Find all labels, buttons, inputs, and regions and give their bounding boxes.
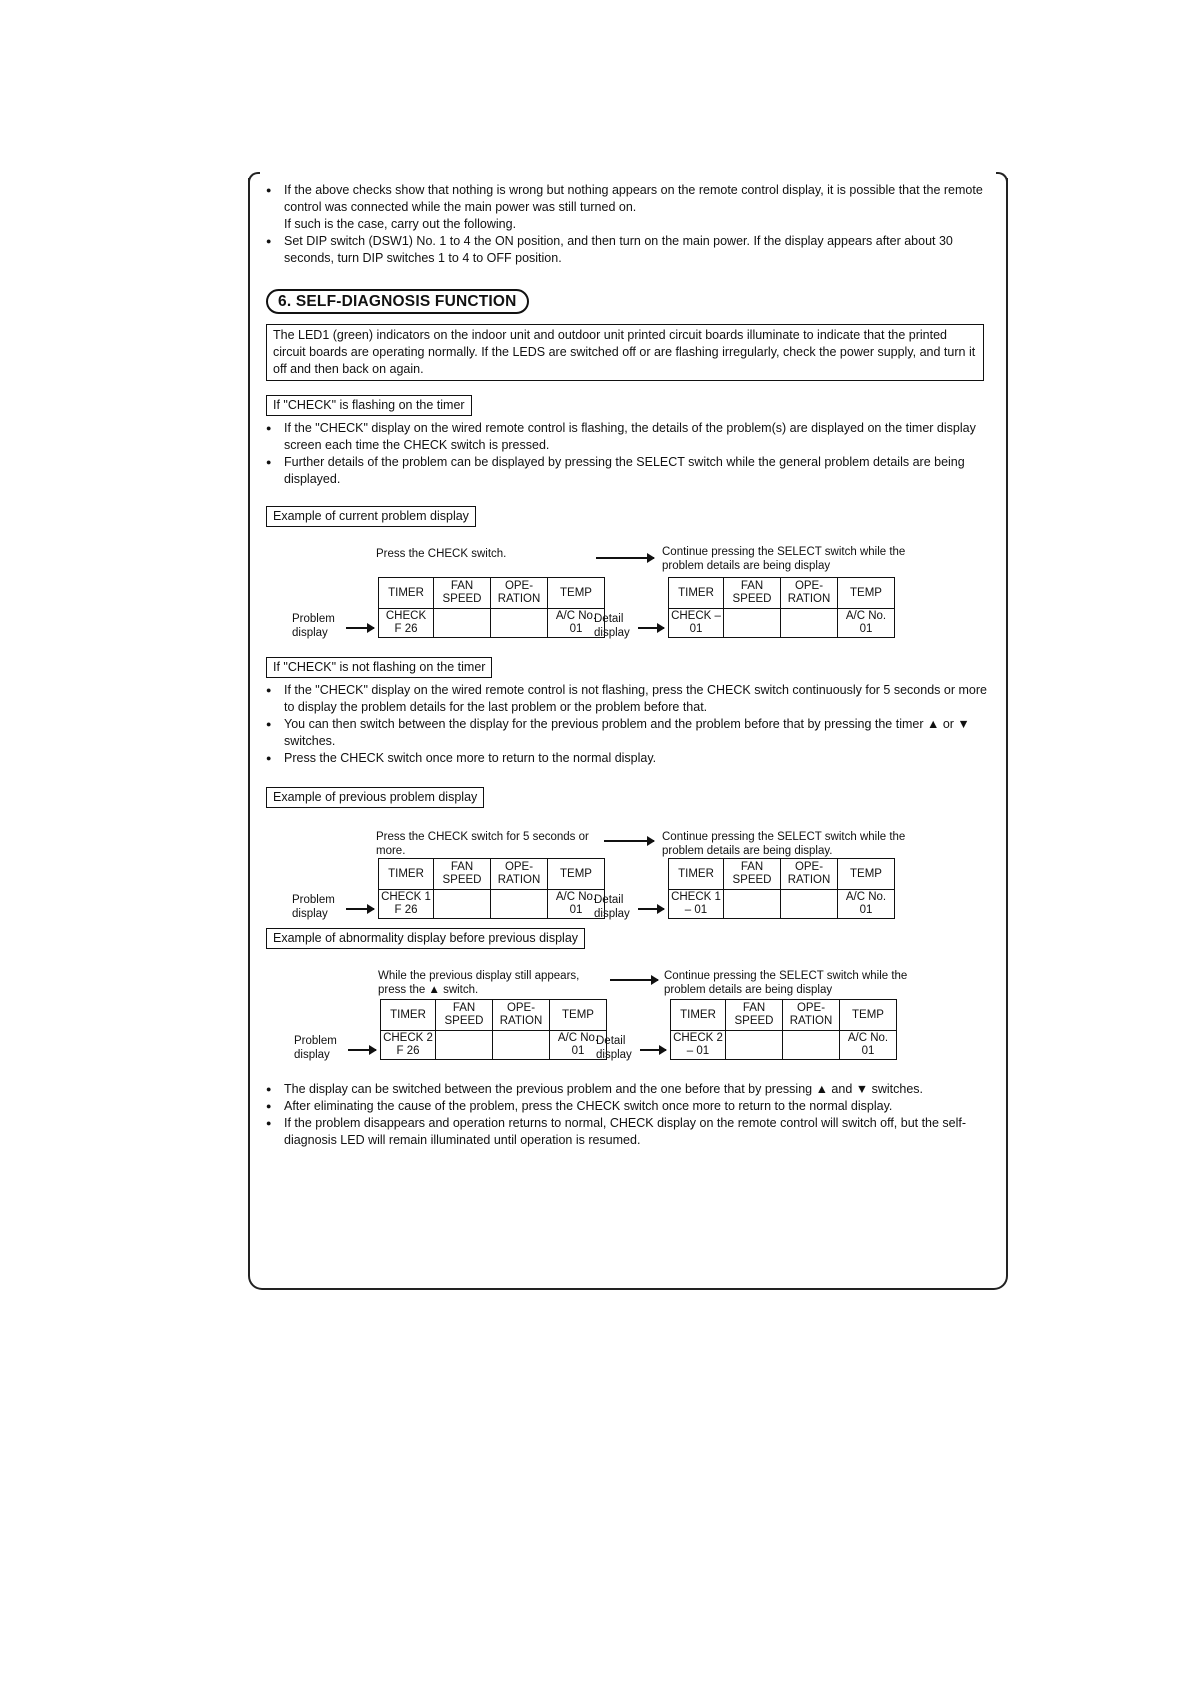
fan-header: FAN SPEED — [724, 859, 781, 890]
arrow-icon — [596, 557, 654, 559]
left-caption: Press the CHECK switch. — [376, 548, 507, 560]
timer-value: CHECK 1 F 26 — [379, 890, 434, 919]
problem-display-table — [380, 999, 607, 1060]
temp-header: TEMP — [550, 1000, 607, 1031]
temp-value: A/C No. 01 — [840, 1031, 897, 1060]
temp-value: A/C No. 01 — [548, 609, 605, 638]
temp-header: TEMP — [548, 859, 605, 890]
arrow-icon — [346, 627, 374, 629]
arrow-icon — [610, 979, 658, 981]
flashing-label: If "CHECK" is flashing on the timer — [266, 395, 472, 416]
list-item: ● The display can be switched between the previous problem and the one before that by pressing ▲ and ▼ switches. — [266, 1081, 996, 1098]
problem-display-table — [378, 858, 605, 919]
ope-value — [781, 890, 838, 919]
arrow-icon — [640, 1049, 666, 1051]
problem-display-label: Problem display — [292, 894, 335, 920]
timer-value: CHECK – 01 — [669, 609, 724, 638]
timer-header: TIMER — [379, 578, 434, 609]
timer-header: TIMER — [669, 578, 724, 609]
temp-value: A/C No. 01 — [838, 890, 895, 919]
example3-diagram — [266, 961, 996, 1075]
ope-value — [781, 609, 838, 638]
ope-value — [491, 890, 548, 919]
timer-value: CHECK 2 F 26 — [381, 1031, 436, 1060]
temp-value: A/C No. 01 — [548, 890, 605, 919]
fan-header: FAN SPEED — [434, 859, 491, 890]
flashing-bullets — [266, 420, 996, 488]
manual-content — [266, 182, 996, 1149]
fan-value — [434, 890, 491, 919]
list-item: ● Further details of the problem can be displayed by pressing the SELECT switch while the general problem details are being displayed. — [266, 454, 996, 488]
list-item: ● Press the CHECK switch once more to return to the normal display. — [266, 750, 996, 767]
temp-header: TEMP — [838, 859, 895, 890]
timer-header: TIMER — [381, 1000, 436, 1031]
not-flashing-bullets — [266, 682, 996, 767]
temp-value: A/C No. 01 — [838, 609, 895, 638]
right-caption: Continue pressing the SELECT switch while the problem details are being display. — [662, 831, 906, 857]
detail-display-table — [670, 999, 897, 1060]
detail-display-table — [668, 858, 895, 919]
intro-bullets-2 — [266, 233, 996, 267]
problem-display-label: Problem display — [294, 1035, 337, 1061]
final-bullets — [266, 1081, 996, 1149]
fan-value — [724, 890, 781, 919]
arrow-icon — [638, 908, 664, 910]
ope-header: OPE- RATION — [491, 578, 548, 609]
timer-header: TIMER — [669, 859, 724, 890]
temp-value: A/C No. 01 — [550, 1031, 607, 1060]
arrow-icon — [638, 627, 664, 629]
problem-display-label: Problem display — [292, 613, 335, 639]
right-caption: Continue pressing the SELECT switch while the problem details are being display — [664, 970, 908, 996]
ope-header: OPE- RATION — [781, 578, 838, 609]
fan-header: FAN SPEED — [434, 578, 491, 609]
detail-display-label: Detail display — [594, 894, 630, 920]
example2-diagram — [266, 820, 996, 924]
timer-value: CHECK 1 – 01 — [669, 890, 724, 919]
arrow-icon — [348, 1049, 376, 1051]
fan-value — [436, 1031, 493, 1060]
section-title: 6. SELF-DIAGNOSIS FUNCTION — [266, 289, 529, 314]
ope-header: OPE- RATION — [493, 1000, 550, 1031]
fan-value — [434, 609, 491, 638]
timer-value: CHECK F 26 — [379, 609, 434, 638]
fan-header: FAN SPEED — [726, 1000, 783, 1031]
ope-value — [493, 1031, 550, 1060]
list-item: ● If the "CHECK" display on the wired remote control is flashing, the details of the problem(s) are displayed on the timer display screen each time the CHECK switch is pressed. — [266, 420, 996, 454]
ope-value — [783, 1031, 840, 1060]
arrow-icon — [346, 908, 374, 910]
not-flashing-label: If "CHECK" is not flashing on the timer — [266, 657, 492, 678]
detail-display-table — [668, 577, 895, 638]
right-caption: Continue pressing the SELECT switch while the problem details are being display — [662, 546, 906, 572]
fan-value — [724, 609, 781, 638]
intro-bullets — [266, 182, 996, 216]
timer-header: TIMER — [379, 859, 434, 890]
ope-header: OPE- RATION — [491, 859, 548, 890]
timer-value: CHECK 2 – 01 — [671, 1031, 726, 1060]
list-item: ● Set DIP switch (DSW1) No. 1 to 4 the ON position, and then turn on the main power. If the display appears after about 30 seconds, turn DIP switches 1 to 4 to OFF position. — [266, 233, 996, 267]
temp-header: TEMP — [838, 578, 895, 609]
example1-label: Example of current problem display — [266, 506, 476, 527]
intro-note: If such is the case, carry out the following. — [284, 217, 517, 231]
temp-header: TEMP — [840, 1000, 897, 1031]
detail-display-label: Detail display — [594, 613, 630, 639]
fan-header: FAN SPEED — [436, 1000, 493, 1031]
list-item: ● If the "CHECK" display on the wired remote control is not flashing, press the CHECK switch continuously for 5 seconds or more to display the problem details for the last problem or the problem before that. — [266, 682, 996, 716]
arrow-icon — [604, 840, 654, 842]
left-caption: While the previous display still appears, press the ▲ switch. — [378, 970, 580, 996]
ope-value — [491, 609, 548, 638]
ope-header: OPE- RATION — [781, 859, 838, 890]
timer-header: TIMER — [671, 1000, 726, 1031]
example2-label: Example of previous problem display — [266, 787, 484, 808]
example1-diagram — [266, 539, 996, 653]
led-note-box: The LED1 (green) indicators on the indoor unit and outdoor unit printed circuit boards illuminate to indicate that the printed circuit boards are operating normally. If the LEDS are switched off or are flashing irregularly, check the power supply, and turn it off and then back on again. — [266, 324, 984, 381]
example3-label: Example of abnormality display before previous display — [266, 928, 585, 949]
list-item: ● If the above checks show that nothing is wrong but nothing appears on the remote control display, it is possible that the remote control was connected while the main power was still turned on. — [266, 182, 996, 216]
left-caption: Press the CHECK switch for 5 seconds or more. — [376, 831, 589, 857]
list-item: ● After eliminating the cause of the problem, press the CHECK switch once more to return to the normal display. — [266, 1098, 996, 1115]
fan-value — [726, 1031, 783, 1060]
ope-header: OPE- RATION — [783, 1000, 840, 1031]
problem-display-table — [378, 577, 605, 638]
temp-header: TEMP — [548, 578, 605, 609]
list-item: ● If the problem disappears and operation returns to normal, CHECK display on the remote control will switch off, but the self-diagnosis LED will remain illuminated until operation is resumed. — [266, 1115, 996, 1149]
detail-display-label: Detail display — [596, 1035, 632, 1061]
fan-header: FAN SPEED — [724, 578, 781, 609]
list-item: ● You can then switch between the display for the previous problem and the problem before that by pressing the timer ▲ or ▼ switches. — [266, 716, 996, 750]
